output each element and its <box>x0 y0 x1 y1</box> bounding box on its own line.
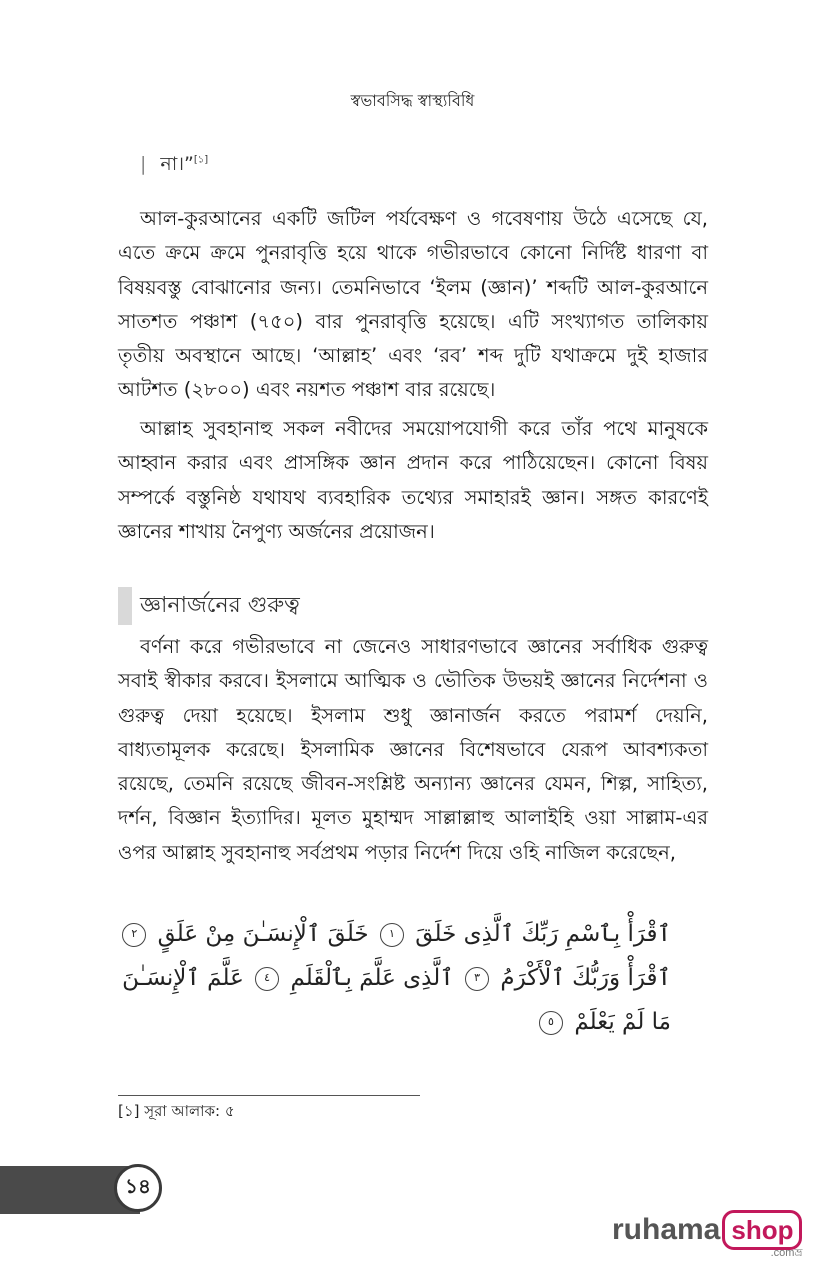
carry-text: না।” <box>160 153 194 175</box>
heading-marker-bar <box>118 587 132 625</box>
page-number: ১৪ <box>114 1164 162 1212</box>
footnote-divider <box>118 1095 420 1096</box>
ayah-number-4: ٤ <box>255 967 279 991</box>
section-heading-text: জ্ঞানার্জনের গুরুত্ব <box>140 592 300 618</box>
carried-over-text: | না।”[১] <box>140 153 209 175</box>
ayah-1: ٱقْرَأْ بِٱسْمِ رَبِّكَ ٱلَّذِى خَلَقَ <box>415 921 671 947</box>
ayah-4: ٱلَّذِى عَلَّمَ بِٱلْقَلَمِ <box>290 965 454 991</box>
ayah-3: ٱقْرَأْ وَرَبُّكَ ٱلْأَكْرَمُ <box>500 965 671 991</box>
ayah-2: خَلَقَ ٱلْإِنسَـٰنَ مِنْ عَلَقٍ <box>157 921 369 947</box>
paragraph-importance-of-knowledge: বর্ণনা করে গভীরভাবে না জেনেও সাধারণভাবে জ্ঞানের সর্বাধিক গুরুত্ব সবাই স্বীকার করবে। ইসলামে আত্মিক ও ভৌতিক উভয়ই জ্ঞানের নির্দেশনা ও গুরুত্ব দেয়া হয়েছে। ইসলাম শুধু জ্ঞানার্জন করতে পরামর্শ দেয়নি, বাধ্যতামূলক করেছে। ইসলামিক জ্ঞানের বিশেষভাবে যেরূপ আবশ্যকতা রয়েছে, তেমনি রয়েছে জীবন-সংশ্লিষ্ট অন্যান্য জ্ঞানের যেমন, শিল্প, সাহিত্য, দর্শন, বিজ্ঞান ইত্যাদির। মূলত মুহাম্মদ সাল্লাল্লাহু আলাইহি ওয়া সাল্লাম-এর ওপর আল্লাহ সুবহানাহু সর্বপ্রথম পড়ার নির্দেশ দিয়ে ওহি নাজিল করেছেন, <box>118 635 708 864</box>
logo-text-ruhama: ruhama <box>612 1213 721 1246</box>
running-header: স্বভাবসিদ্ধ স্বাস্থ্যবিধি <box>350 91 475 110</box>
ayah-number-3: ٣ <box>465 967 489 991</box>
ruhamashop-logo <box>612 1210 803 1259</box>
ayah-number-1: ١ <box>380 923 404 947</box>
section-heading <box>118 587 418 625</box>
logo-text-shop: shop <box>722 1210 802 1250</box>
ayah-5: عَلَّمَ ٱلْإِنسَـٰنَ مَا لَمْ يَعْلَمْ <box>122 965 671 1035</box>
quran-verses <box>118 912 671 1044</box>
footnote-ref[interactable]: [১] <box>193 154 209 166</box>
paragraph-prophets-knowledge: আল্লাহ সুবহানাহু সকল নবীদের সময়োপযোগী করে তাঁর পথে মানুষকে আহ্বান করার এবং প্রাসঙ্গিক জ্ঞান প্রদান করে পাঠিয়েছেন। কোনো বিষয় সম্পর্কে বস্তুনিষ্ঠ যথাযথ ব্যবহারিক তথ্যের সমাহারই জ্ঞান। সঙ্গত কারণেই জ্ঞানের শাখায় নৈপুণ্য অর্জনের প্রয়োজন। <box>118 417 708 543</box>
footnote: [১] সূরা আলাক: ৫ <box>118 1102 235 1120</box>
ayah-number-2: ٢ <box>122 923 146 947</box>
paragraph-quran-repetition: আল-কুরআনের একটি জটিল পর্যবেক্ষণ ও গবেষণায় উঠে এসেছে যে, এতে ক্রমে ক্রমে পুনরাবৃত্তি হয়ে থাকে গভীরভাবে কোনো নির্দিষ্ট ধারণা বা বিষয়বস্তু বোঝানোর জন্য। তেমনিভাবে ‘ইলম (জ্ঞান)’ শব্দটি আল-কুরআনে সাতশত পঞ্চাশ (৭৫০) বার পুনরাবৃত্তি হয়েছে। এটি সংখ্যাগত তালিকায় তৃতীয় অবস্থানে আছে। ‘আল্লাহ’ এবং ‘রব’ শব্দ দুটি যথাক্রমে দুই হাজার আটশত (২৮০০) এবং নয়শত পঞ্চাশ বার রয়েছে। <box>118 207 708 402</box>
ayah-number-5: ٥ <box>539 1011 563 1035</box>
logo-text-domain: .comভ্র <box>770 1247 803 1259</box>
